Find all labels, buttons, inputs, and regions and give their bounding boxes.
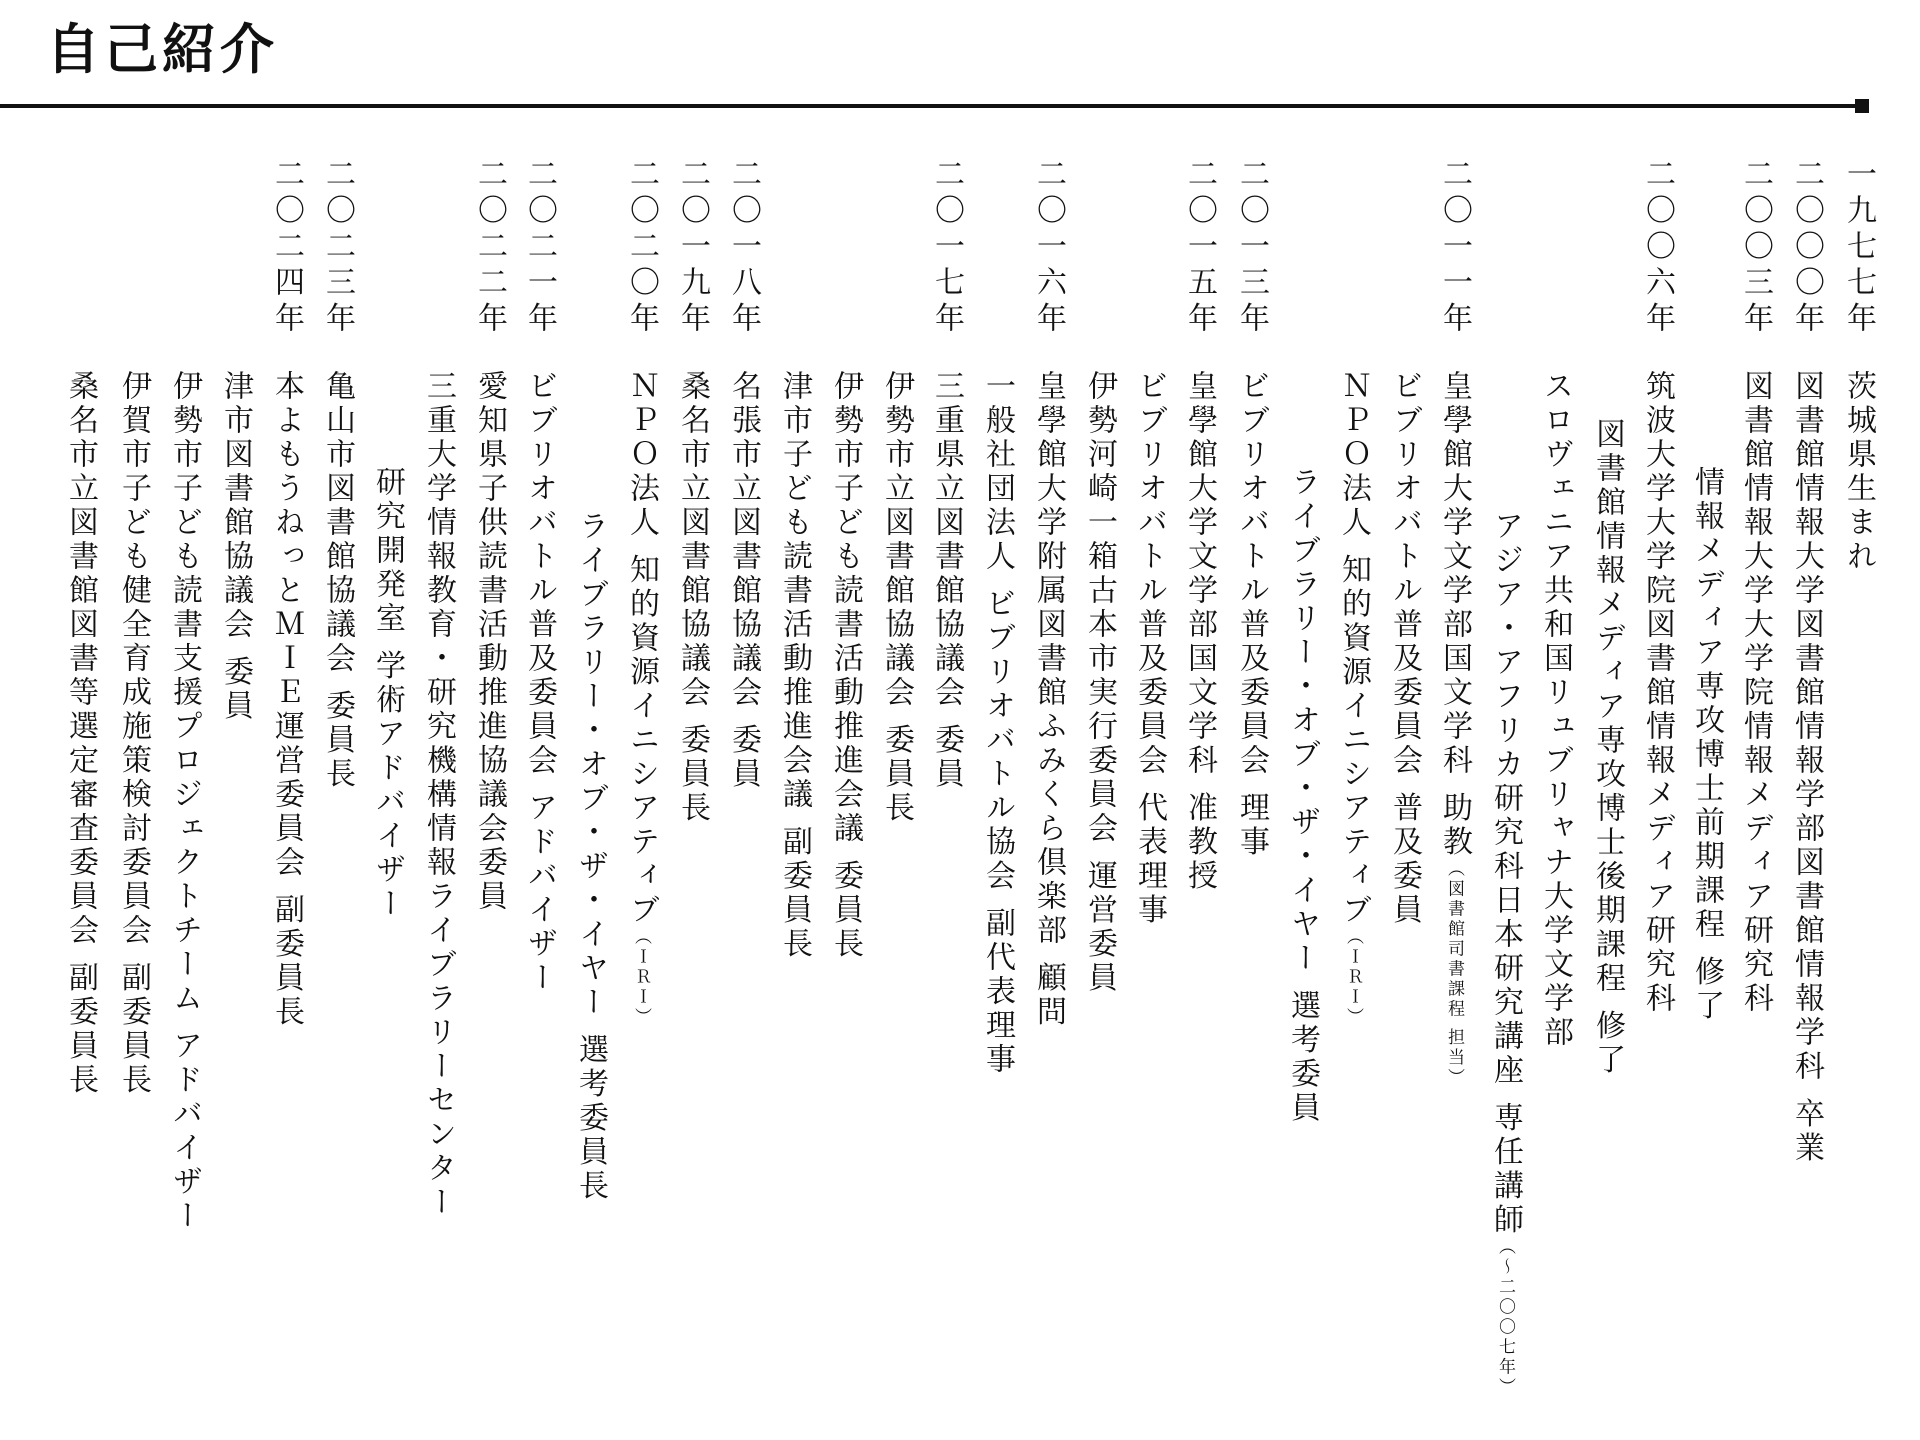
timeline-entry: ＮＰＯ法人 知的資源イニシアティブ（ＩＲＩ） [1336, 370, 1371, 1028]
timeline-entry-note: （ＩＲＩ） [1343, 927, 1363, 1028]
timeline-entry: ＮＰＯ法人 知的資源イニシアティブ（ＩＲＩ） [624, 370, 659, 1028]
timeline-entry: 亀山市図書館協議会 委員長 [320, 370, 355, 792]
year-label: 二〇一五年 [1182, 158, 1217, 338]
timeline-entry: 伊勢市子ども読書活動推進会議 委員長 [828, 370, 863, 962]
timeline-entry-note: （～二〇〇七年） [1495, 1237, 1515, 1398]
timeline-entry: 図書館情報大学大学院情報メディア研究科 [1738, 370, 1773, 1016]
timeline-entry: 茨城県生まれ [1841, 370, 1876, 574]
timeline-entry: 名張市立図書館協議会 委員 [726, 370, 761, 792]
year-label: 二〇〇三年 [1738, 158, 1773, 338]
timeline-entry-note: （ＩＲＩ） [631, 927, 651, 1028]
year-label: 二〇二一年 [522, 158, 557, 338]
timeline-entry: 図書館情報大学図書館情報学部図書館情報学科 卒業 [1789, 370, 1824, 1166]
year-label: 二〇一八年 [726, 158, 761, 338]
timeline-entry: 伊勢市立図書館協議会 委員長 [879, 370, 914, 826]
timeline-entry: ビブリオバトル普及委員会 代表理事 [1132, 370, 1167, 928]
timeline-entry: 情報メディア専攻博士前期課程 修了 [1689, 466, 1724, 1024]
timeline-entry: ビブリオバトル普及委員会 アドバイザー [522, 370, 557, 996]
timeline-entry: 三重大学情報教育・研究機構情報ライブラリーセンター [421, 370, 456, 1220]
timeline-entry: 皇學館大学文学部国文学科 准教授 [1182, 370, 1217, 894]
timeline-entry: 本よもうねっとＭＩＥ運営委員会 副委員長 [269, 370, 304, 1030]
timeline-entry: 研究開発室 学術アドバイザー [370, 466, 405, 922]
timeline-entry: 三重県立図書館協議会 委員 [929, 370, 964, 792]
timeline-entry: 津市子ども読書活動推進会議 副委員長 [777, 370, 812, 962]
timeline-entry: ビブリオバトル普及委員会 普及委員 [1387, 370, 1422, 928]
year-label: 二〇〇〇年 [1789, 158, 1824, 338]
year-label: 二〇一三年 [1234, 158, 1269, 338]
timeline-entry: 津市図書館協議会 委員 [218, 370, 253, 724]
year-label: 二〇二四年 [269, 158, 304, 338]
year-label: 二〇二二年 [472, 158, 507, 338]
timeline-entry-note: （図書館司書課程 担当） [1444, 859, 1464, 1088]
timeline-entry: 図書館情報メディア専攻博士後期課程 修了 [1590, 418, 1625, 1078]
timeline-entry: 一般社団法人 ビブリオバトル協会 副代表理事 [980, 370, 1015, 1078]
year-label: 二〇一六年 [1031, 158, 1066, 338]
page-title: 自己紹介 [46, 18, 278, 81]
year-label: 二〇一一年 [1437, 158, 1472, 338]
timeline-entry: 伊勢河崎一箱古本市実行委員会 運営委員 [1082, 370, 1117, 996]
year-label: 二〇二〇年 [624, 158, 659, 338]
year-label: 一九七七年 [1841, 158, 1876, 338]
timeline-entry: ライブラリー・オブ・ザ・イヤー 選考委員 [1285, 466, 1320, 1126]
timeline-entry: 伊勢市子ども読書支援プロジェクトチーム アドバイザー [167, 370, 202, 1234]
timeline-entry: ライブラリー・オブ・ザ・イヤー 選考委員長 [573, 510, 608, 1204]
timeline-entry: スロヴェニア共和国リュブリャナ大学文学部 [1538, 370, 1573, 1050]
timeline-entry: 皇學館大学附属図書館ふみくら倶楽部 顧問 [1031, 370, 1066, 1030]
timeline-entry: 皇學館大学文学部国文学科 助教（図書館司書課程 担当） [1437, 370, 1472, 1088]
timeline-entry: 桑名市立図書館協議会 委員長 [675, 370, 710, 826]
timeline-entry: 伊賀市子ども健全育成施策検討委員会 副委員長 [116, 370, 151, 1098]
timeline-entry: 桑名市立図書館図書等選定審査委員会 副委員長 [63, 370, 98, 1098]
year-label: 二〇二三年 [320, 158, 355, 338]
year-label: 二〇一七年 [929, 158, 964, 338]
timeline-entry: 筑波大学大学院図書館情報メディア研究科 [1640, 370, 1675, 1016]
timeline-entry: 愛知県子供読書活動推進協議会委員 [472, 370, 507, 914]
timeline-entry: アジア・アフリカ研究科日本研究講座 専任講師（～二〇〇七年） [1488, 510, 1523, 1398]
year-label: 二〇〇六年 [1640, 158, 1675, 338]
year-label: 二〇一九年 [675, 158, 710, 338]
timeline-entry: ビブリオバトル普及委員会 理事 [1234, 370, 1269, 860]
